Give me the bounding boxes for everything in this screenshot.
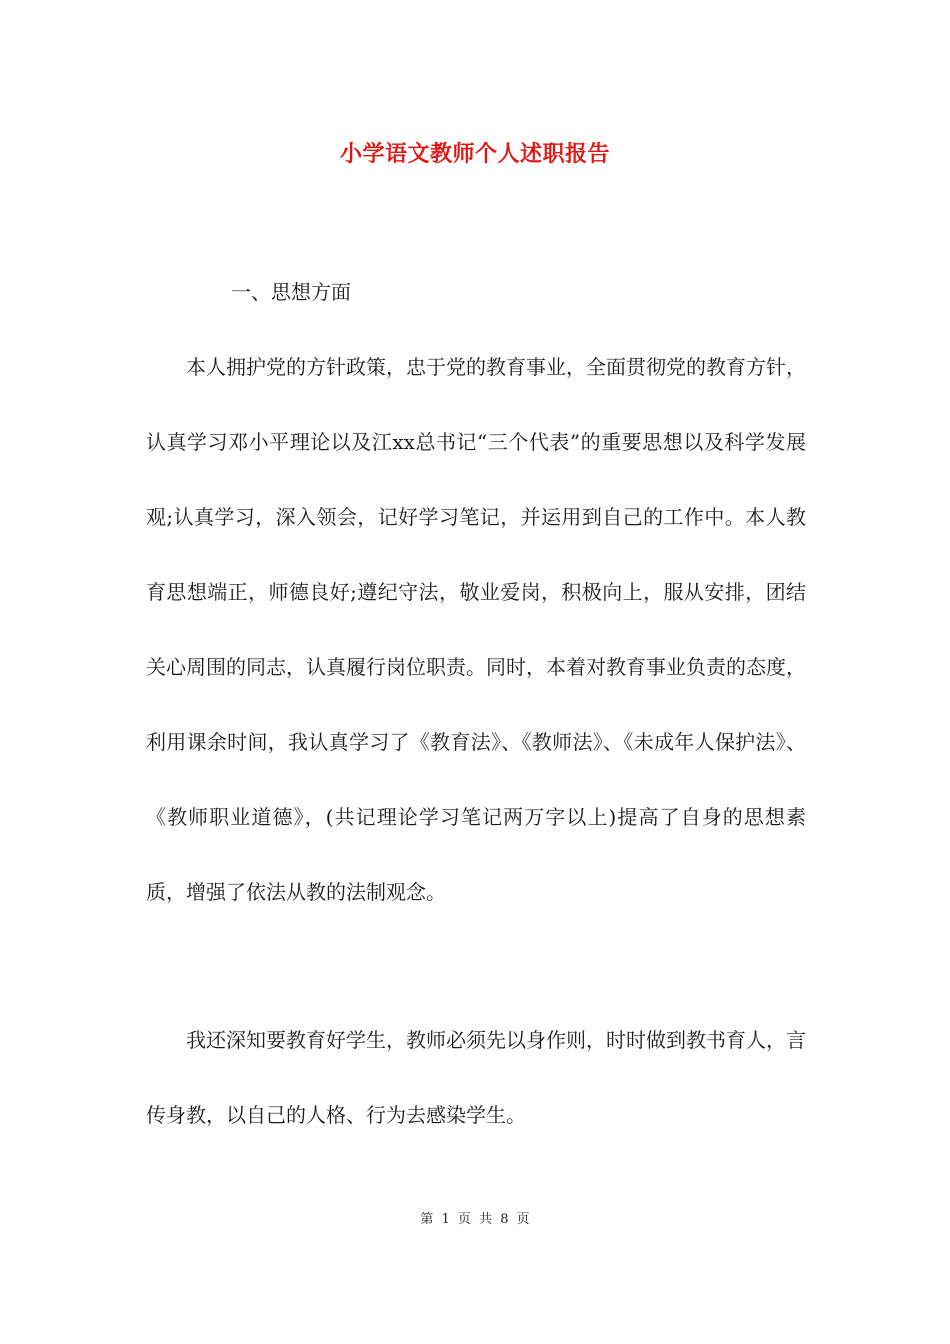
body-paragraph-1-block [146, 330, 806, 930]
page-number-footer: 第 1 页 共 8 页 [420, 1212, 530, 1227]
body-paragraph: 我还深知要教育好学生，教师必须先以身作则，时时做到教书育人，言传身教，以自己的人格、行为去感染学生。 [146, 1028, 806, 1127]
body-paragraph: 本人拥护党的方针政策，忠于党的教育事业，全面贯彻党的教育方针，认真学习邓小平理论以及江xx总书记“三个代表”的重要思想以及科学发展观;认真学习，深入领会，记好学习笔记，并运用到自己的工作中。本人教育思想端正，师德良好;遵纪守法，敬业爱岗，积极向上，服从安排，团结关心周围的同志，认真履行岗位职责。同时，本着对教育事业负责的态度，利用课余时间，我认真学习了《教育法》、《教师法》、《未成年人保护法》、《教师职业道德》，(共记理论学习笔记两万字以上)提高了自身的思想素质，增强了依法从教的法制观念。 [146, 355, 806, 904]
body-paragraph-2-block [146, 1003, 806, 1153]
document-title: 小学语文教师个人述职报告 [339, 141, 610, 167]
section-heading: 一、思想方面 [231, 280, 351, 304]
